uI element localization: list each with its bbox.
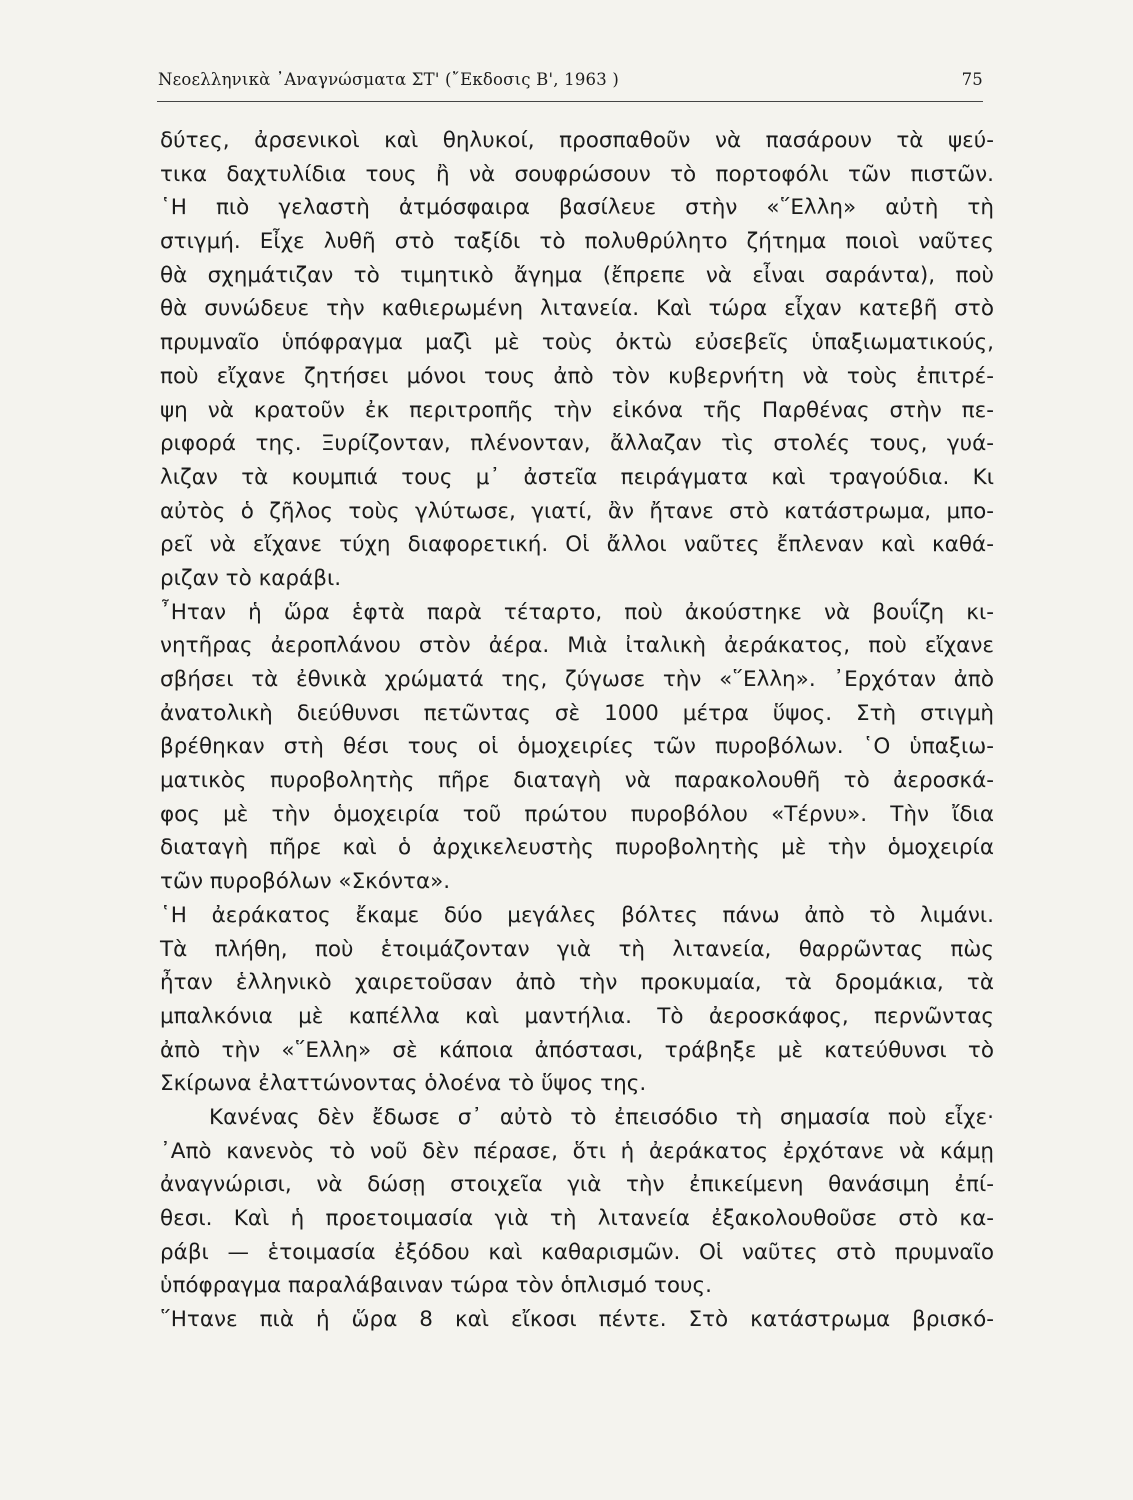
text-line: αὐτὸς ὁ ζῆλος τοὺς γλύτωσε, γιατί, ἂν ἤτανε στὸ κατάστρωμα, μπο- <box>160 498 994 524</box>
text-line: λιζαν τὰ κουμπιά τους μ᾿ ἀστεῖα πειράγματα καὶ τραγούδια. Κι <box>160 464 994 490</box>
text-line: ρεῖ νὰ εἴχανε τύχη διαφορετική. Οἱ ἄλλοι ναῦτες ἔπλεναν καὶ καθά- <box>160 532 994 558</box>
text-line: ᾿Απὸ κανενὸς τὸ νοῦ δὲν πέρασε, ὅτι ἡ ἀεράκατος ἐρχότανε νὰ κάμῃ <box>160 1138 994 1164</box>
paragraph-4 <box>160 899 994 1101</box>
text-line: τικα δαχτυλίδια τους ἢ νὰ σουφρώσουν τὸ πορτοφόλι τῶν πιστῶν. <box>160 161 994 187</box>
text-line: νητῆρας ἀεροπλάνου στὸν ἀέρα. Μιὰ ἰταλικὴ ἀεράκατος, ποὺ εἴχανε <box>160 633 994 659</box>
text-line: Τὰ πλήθη, ποὺ ἑτοιμάζονταν γιὰ τὴ λιτανεία, θαρρῶντας πὼς <box>160 936 994 962</box>
paragraph-5 <box>160 1101 994 1303</box>
text-line: ράβι — ἑτοιμασία ἐξόδου καὶ καθαρισμῶν. Οἱ ναῦτες στὸ πρυμναῖο <box>160 1239 994 1265</box>
text-line: πρυμναῖο ὑπόφραγμα μαζὶ μὲ τοὺς ὀκτὼ εὐσεβεῖς ὑπαξιωματικούς, <box>160 330 994 356</box>
text-line: ὑπόφραγμα παραλάβαιναν τώρα τὸν ὁπλισμό τους. <box>160 1273 712 1299</box>
text-line: ποὺ εἴχανε ζητήσει μόνοι τους ἀπὸ τὸν κυβερνήτη νὰ τοὺς ἐπιτρέ- <box>160 363 994 389</box>
text-line: θὰ σχημάτιζαν τὸ τιμητικὸ ἄγημα (ἔπρεπε νὰ εἶναι σαράντα), ποὺ <box>160 262 994 288</box>
text-line: ριφορά της. Ξυρίζονταν, πλένονταν, ἄλλαζαν τὶς στολές τους, γυά- <box>160 431 994 457</box>
text-line: σβήσει τὰ ἐθνικὰ χρώματά της, ζύγωσε τὴν «῞Ελλη». ᾿Ερχόταν ἀπὸ <box>160 667 994 692</box>
body-text <box>160 124 994 1337</box>
paragraph-2 <box>160 191 994 595</box>
text-line: ματικὸς πυροβολητὴς πῆρε διαταγὴ νὰ παρακολουθῆ τὸ ἀεροσκά- <box>160 768 994 794</box>
text-line: ψη νὰ κρατοῦν ἐκ περιτροπῆς τὴν εἰκόνα τῆς Παρθένας στὴν πε- <box>160 397 994 423</box>
text-line: στιγμή. Εἶχε λυθῆ στὸ ταξίδι τὸ πολυθρύλητο ζήτημα ποιοὶ ναῦτες <box>160 229 994 255</box>
text-line: ἦταν ἑλληνικὸ χαιρετοῦσαν ἀπὸ τὴν προκυμαία, τὰ δρομάκια, τὰ <box>160 970 994 996</box>
text-line: ριζαν τὸ καράβι. <box>160 565 342 591</box>
page-number: 75 <box>961 70 983 89</box>
text-line: ἀνατολικὴ διεύθυνσι πετῶντας σὲ 1000 μέτρα ὕψος. Στὴ στιγμὴ <box>160 700 994 726</box>
text-line: βρέθηκαν στὴ θέσι τους οἱ ὁμοχειρίες τῶν πυροβόλων. ῾Ο ὑπαξιω- <box>160 734 994 760</box>
text-line: Σκίρωνα ἐλαττώνοντας ὁλοένα τὸ ὕψος της. <box>160 1071 647 1097</box>
text-line: θεσι. Καὶ ἡ προετοιμασία γιὰ τὴ λιτανεία ἐξακολουθοῦσε στὸ κα- <box>160 1206 994 1231</box>
text-line: ῞Ητανε πιὰ ἡ ὥρα 8 καὶ εἴκοσι πέντε. Στὸ κατάστρωμα βρισκό- <box>160 1307 994 1333</box>
text-line: ῾Η πιὸ γελαστὴ ἀτμόσφαιρα βασίλευε στὴν «῞Ελλη» αὐτὴ τὴ <box>160 195 994 221</box>
text-line: διαταγὴ πῆρε καὶ ὁ ἀρχικελευστὴς πυροβολητὴς μὲ τὴν ὁμοχειρία <box>160 835 994 861</box>
text-line: ἀναγνώρισι, νὰ δώσῃ στοιχεῖα γιὰ τὴν ἐπικείμενη θανάσιμη ἐπί- <box>160 1172 994 1198</box>
text-line: Κανένας δὲν ἔδωσε σ᾿ αὐτὸ τὸ ἐπεισόδιο τὴ σημασία ποὺ εἶχε· <box>209 1104 994 1130</box>
text-line: φος μὲ τὴν ὁμοχειρία τοῦ πρώτου πυροβόλου «Τέρνυ». Τὴν ἴδια <box>160 801 994 827</box>
header-rule <box>157 101 983 102</box>
running-title: Νεοελληνικὰ ᾿Αναγνώσματα ΣΤ' (῎Εκδοσις Β', 1963 ) <box>158 70 620 89</box>
text-line: ῾Η ἀεράκατος ἔκαμε δύο μεγάλες βόλτες πάνω ἀπὸ τὸ λιμάνι. <box>160 902 994 928</box>
running-header <box>158 70 983 100</box>
text-line: θὰ συνώδευε τὴν καθιερωμένη λιτανεία. Καὶ τώρα εἶχαν κατεβῆ στὸ <box>160 296 994 322</box>
paragraph-3 <box>160 596 994 899</box>
paragraph-1 <box>160 124 994 191</box>
text-line: μπαλκόνια μὲ καπέλλα καὶ μαντήλια. Τὸ ἀεροσκάφος, περνῶντας <box>160 1003 994 1029</box>
text-line: τῶν πυροβόλων «Σκόντα». <box>160 869 451 895</box>
text-line: δύτες, ἀρσενικοὶ καὶ θηλυκοί, προσπαθοῦν νὰ πασάρουν τὰ ψεύ- <box>160 128 994 153</box>
paragraph-6 <box>160 1303 994 1337</box>
text-line: ῏Ηταν ἡ ὥρα ἑφτὰ παρὰ τέταρτο, ποὺ ἀκούστηκε νὰ βουΐζη κι- <box>160 599 994 625</box>
text-line: ἀπὸ τὴν «῞Ελλη» σὲ κάποια ἀπόστασι, τράβηξε μὲ κατεύθυνσι τὸ <box>160 1037 994 1063</box>
